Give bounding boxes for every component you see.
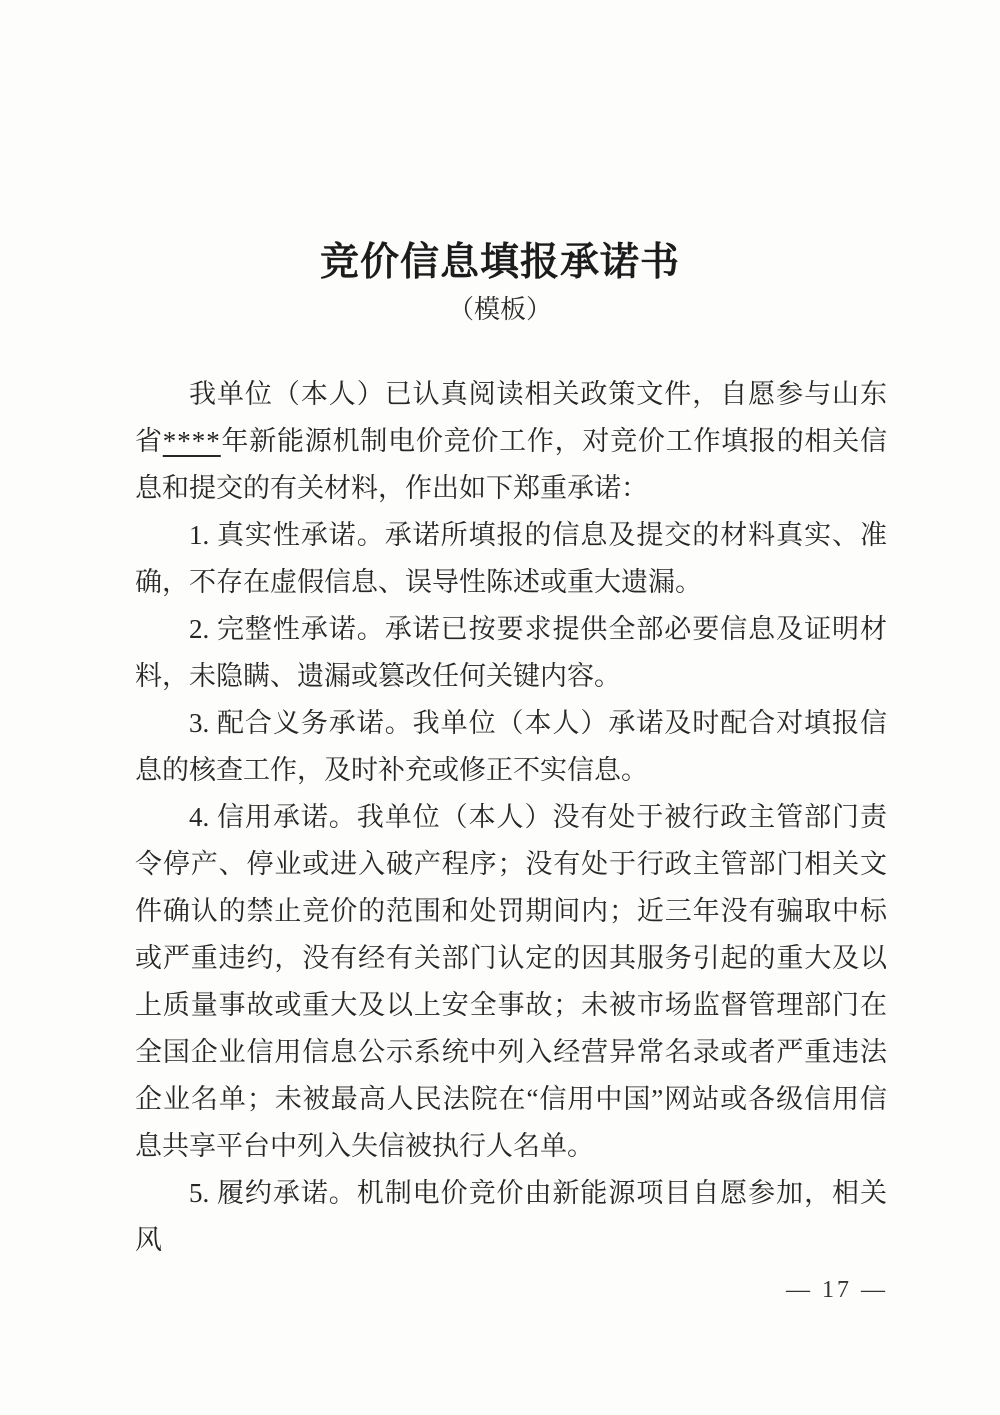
document-subtitle: （模板）: [447, 295, 552, 324]
paragraph-commitment-5-performance: 5. 履约承诺。机制电价竞价由新能源项目自愿参加，相关风: [135, 1178, 887, 1255]
intro-text-before-blank: 我单位（本人）已认真阅读相关政策文件，自愿参与山东省: [135, 379, 887, 456]
paragraph-commitment-2-completeness: 2. 完整性承诺。承诺已按要求提供全部必要信息及证明材料，未隐瞒、遗漏或篡改任何关键内容。: [135, 614, 887, 691]
paragraph-commitment-3-cooperation: 3. 配合义务承诺。我单位（本人）承诺及时配合对填报信息的核查工作，及时补充或修正不实信息。: [135, 708, 887, 785]
page-number: — 17 —: [786, 1277, 888, 1303]
paragraph-intro: [135, 371, 887, 512]
document-body: [135, 371, 887, 1264]
paragraph-commitment-1-authenticity: 1. 真实性承诺。承诺所填报的信息及提交的材料真实、准确，不存在虚假信息、误导性陈述或重大遗漏。: [135, 520, 887, 597]
year-blank-placeholder: ****: [162, 426, 221, 456]
intro-text-after-blank: 年新能源机制电价竞价工作，对竞价工作填报的相关信息和提交的有关材料，作出如下郑重承诺：: [135, 426, 888, 503]
paragraph-commitment-4-credit: 4. 信用承诺。我单位（本人）没有处于被行政主管部门责令停产、停业或进入破产程序；没有处于行政主管部门相关文件确认的禁止竞价的范围和处罚期间内；近三年没有骗取中标或严重违约，没有经有关部门认定的因其服务引起的重大及以上质量事故或重大及以上安全事故；未被市场监督管理部门在全国企业信用信息公示系统中列入经营异常名录或者严重违法企业名单；未被最高人民法院在“信用中国”网站或各级信用信息共享平台中列入失信被执行人名单。: [135, 802, 887, 1161]
document-title: 竞价信息填报承诺书: [319, 241, 680, 284]
